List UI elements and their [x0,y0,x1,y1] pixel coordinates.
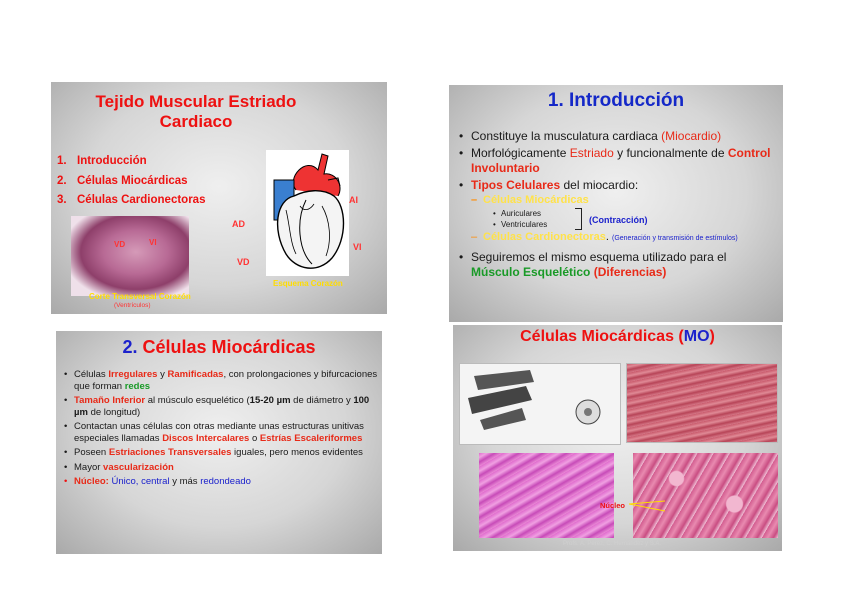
slide3-body [62,369,378,491]
bullet: • Mayor vascularización [62,462,378,474]
index-list [57,152,205,211]
slide3-title: 2. Células Miocárdicas [122,337,316,357]
sub-sub-bullet: • Auriculares [457,208,777,219]
bullet: • Células Irregulares y Ramificadas, con prolongaciones y bifurcaciones que forman redes [62,369,378,392]
histo-subcaption: (Ventrículos) [114,302,151,309]
slide2-title: 1. Introducción [547,90,685,111]
bullet: • Seguiremos el mismo esquema utilizado para el Músculo Esquelético (Diferencias) [457,250,777,280]
vi-label: VI [149,238,157,247]
sub-bullet: – Células Cardionectoras. (Generación y transmisión de estímulos) [457,230,777,246]
slide2-body [457,129,777,282]
he-stain-longitudinal-image [479,453,614,538]
histo-caption: Corte Transversal Corazón [89,292,191,301]
heart-caption: Esquema Corazón [273,279,343,288]
slide-celulas-miocardicas [56,331,382,554]
slide-celulas-mo [453,325,782,551]
slide4-footer: Profs. A. Pérez, C. Hernández y S.A. [563,541,662,547]
vd-heart-label: VD [237,257,250,267]
slide1-title [71,92,321,132]
title-line-1: Tejido Muscular Estriado [95,92,297,111]
heart-diagram-svg [266,150,349,276]
index-item: 3. Células Cardionectoras [57,194,206,206]
bullet: • Núcleo: Único, central y más redondeado [62,476,378,488]
subtype-group [457,208,777,230]
bullet: • Poseen Estriaciones Transversales iguales, pero menos evidentes [62,447,378,459]
longitudinal-section-image [626,363,778,443]
ai-label: AI [349,195,358,205]
sub-sub-bullet: • Ventriculares [457,219,777,230]
bullet: • Tipos Celulares del miocardio: [457,178,777,193]
heart-diagram [266,150,349,276]
ad-label: AD [232,219,245,229]
muscle-drawing-image [459,363,621,445]
bracket [575,208,582,230]
bullet: • Tamaño Inferior al músculo esquelético (15-20 µm de diámetro y 100 µm de longitud) [62,395,378,418]
bullet: • Morfológicamente Estriado y funcionalmente de Control Involuntario [457,146,777,176]
contraccion-label: (Contracción) [589,215,648,225]
slide-introduccion [449,85,783,322]
nucleo-pointer [629,495,669,515]
sub-bullet: – Células Miocárdicas [457,193,777,208]
title-line-2: Cardiaco [159,112,233,131]
bullet: • Constituye la musculatura cardiaca (Miocardio) [457,129,777,144]
slide-title [51,82,387,314]
slide4-title: Células Miocárdicas (MO) [520,328,715,345]
bullet: • Contactan unas células con otras mediante unas estructuras unitivas especiales llamadas Discos Intercalares o Estrías Escaleriformes [62,421,378,444]
vi-heart-label: VI [353,242,362,252]
index-item: 2. Células Miocárdicas [57,174,188,187]
index-item: 1. Introducción [57,155,147,167]
heart-cross-section-image [71,216,189,296]
vd-label: VD [114,240,126,249]
nucleo-label: Núcleo [600,501,626,510]
